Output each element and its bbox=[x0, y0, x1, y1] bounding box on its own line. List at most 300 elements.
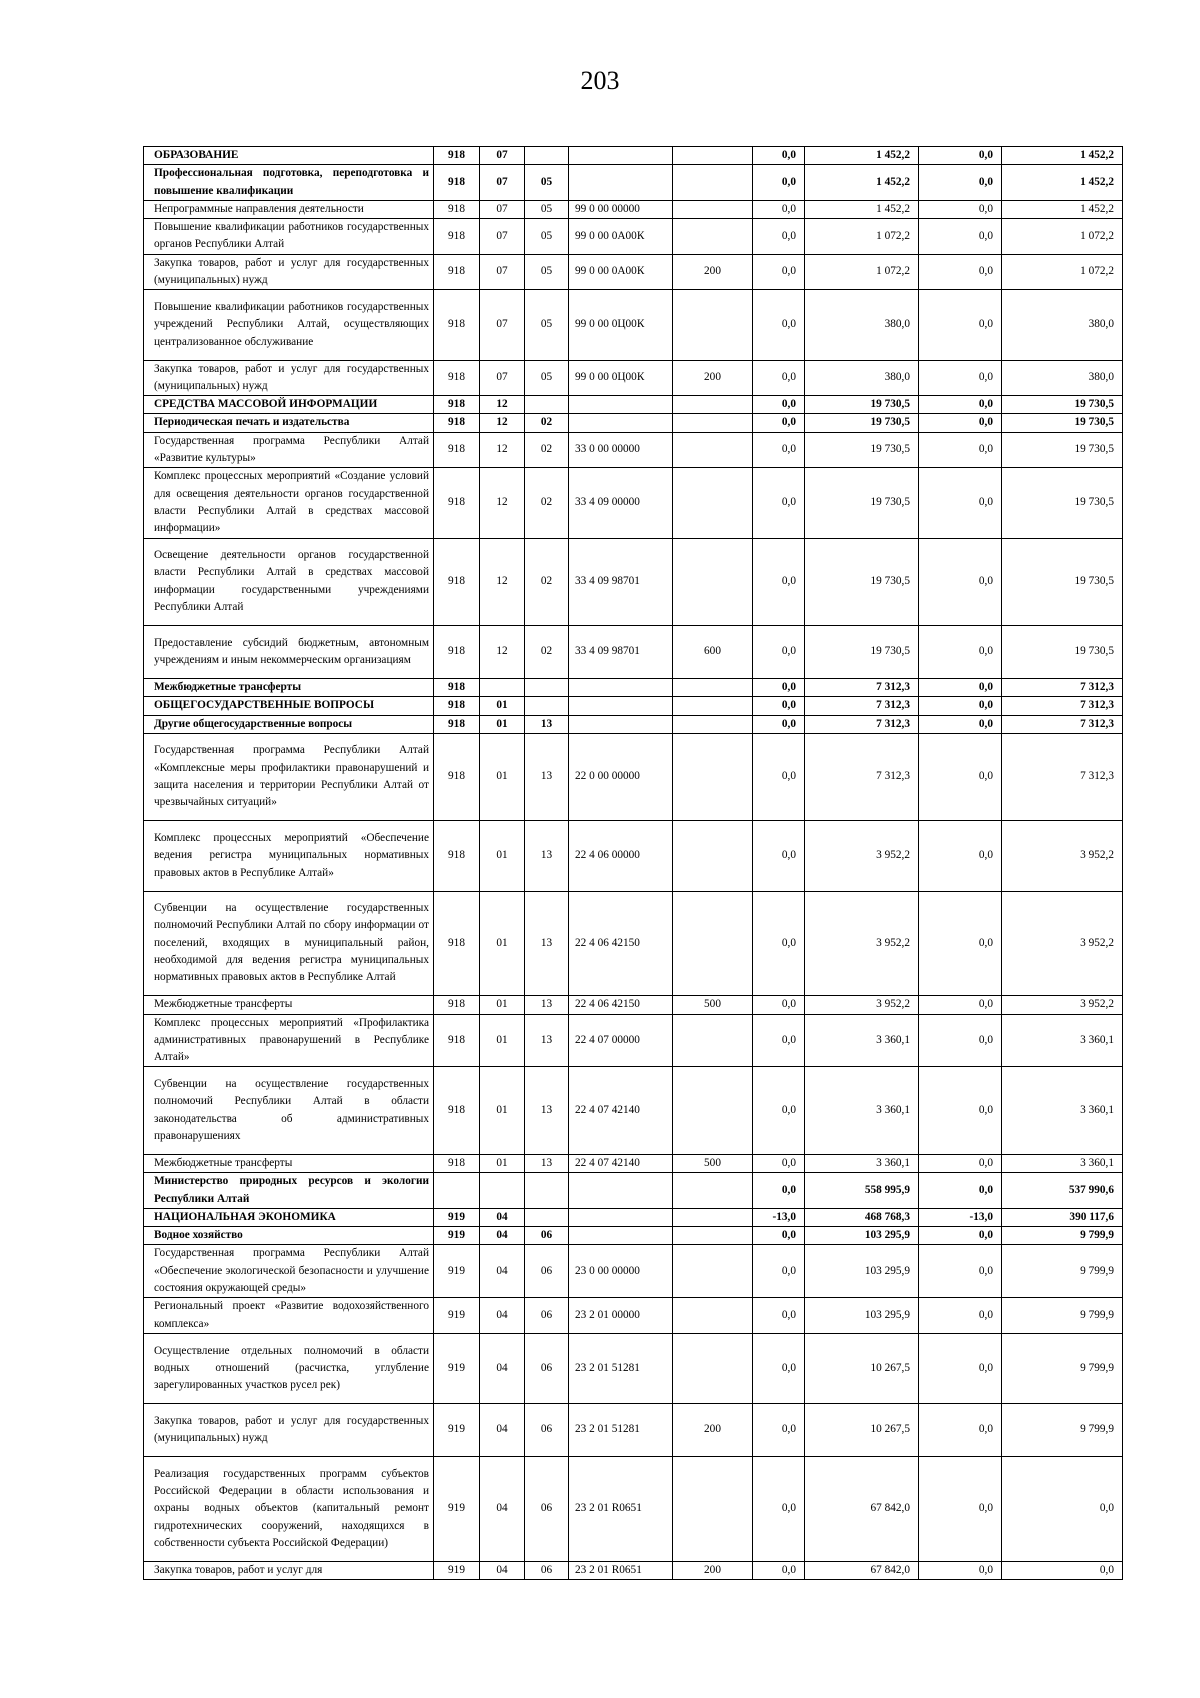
cell-admin-code bbox=[434, 1173, 480, 1209]
cell-target-article: 99 0 00 0А00К bbox=[569, 254, 673, 290]
cell-value-4: 1 452,2 bbox=[1002, 200, 1123, 218]
cell-name: Повышение квалификации работников государственных учреждений Республики Алтай, осуществляющих централизованное обслуживание bbox=[144, 290, 434, 360]
cell-section: 12 bbox=[480, 432, 525, 468]
table-row bbox=[144, 1014, 1123, 1067]
cell-value-2: 19 730,5 bbox=[805, 414, 919, 432]
cell-admin-code: 918 bbox=[434, 538, 480, 626]
cell-value-1: 0,0 bbox=[753, 468, 805, 538]
cell-subsection bbox=[525, 1208, 569, 1226]
cell-value-1: 0,0 bbox=[753, 715, 805, 733]
cell-value-2: 3 952,2 bbox=[805, 996, 919, 1014]
cell-subsection: 05 bbox=[525, 360, 569, 396]
cell-section: 04 bbox=[480, 1298, 525, 1334]
cell-value-3: 0,0 bbox=[919, 678, 1002, 696]
cell-target-article: 33 4 09 98701 bbox=[569, 626, 673, 679]
table-row bbox=[144, 396, 1123, 414]
cell-admin-code: 918 bbox=[434, 996, 480, 1014]
cell-value-2: 3 360,1 bbox=[805, 1154, 919, 1172]
cell-value-2: 19 730,5 bbox=[805, 432, 919, 468]
cell-name: Закупка товаров, работ и услуг для государственных (муниципальных) нужд bbox=[144, 1404, 434, 1457]
cell-section: 07 bbox=[480, 290, 525, 360]
cell-value-2: 7 312,3 bbox=[805, 678, 919, 696]
cell-target-article bbox=[569, 1208, 673, 1226]
cell-expense-type bbox=[673, 733, 753, 821]
cell-target-article: 23 0 00 00000 bbox=[569, 1245, 673, 1298]
cell-admin-code: 918 bbox=[434, 432, 480, 468]
cell-expense-type: 500 bbox=[673, 996, 753, 1014]
cell-value-2: 1 452,2 bbox=[805, 165, 919, 201]
cell-value-2: 19 730,5 bbox=[805, 538, 919, 626]
cell-value-4: 380,0 bbox=[1002, 360, 1123, 396]
cell-expense-type bbox=[673, 715, 753, 733]
cell-name: Государственная программа Республики Алтай «Развитие культуры» bbox=[144, 432, 434, 468]
cell-subsection: 13 bbox=[525, 1154, 569, 1172]
cell-admin-code: 918 bbox=[434, 290, 480, 360]
cell-value-2: 1 072,2 bbox=[805, 219, 919, 255]
cell-section: 01 bbox=[480, 1067, 525, 1155]
cell-value-4: 9 799,9 bbox=[1002, 1404, 1123, 1457]
cell-subsection: 13 bbox=[525, 733, 569, 821]
cell-admin-code: 918 bbox=[434, 360, 480, 396]
cell-expense-type bbox=[673, 821, 753, 891]
cell-value-1: 0,0 bbox=[753, 538, 805, 626]
cell-value-3: 0,0 bbox=[919, 1227, 1002, 1245]
cell-value-1: 0,0 bbox=[753, 821, 805, 891]
cell-value-4: 1 452,2 bbox=[1002, 147, 1123, 165]
cell-value-1: 0,0 bbox=[753, 678, 805, 696]
cell-value-1: 0,0 bbox=[753, 200, 805, 218]
cell-value-3: 0,0 bbox=[919, 733, 1002, 821]
cell-value-2: 19 730,5 bbox=[805, 468, 919, 538]
cell-name: ОБРАЗОВАНИЕ bbox=[144, 147, 434, 165]
cell-value-4: 0,0 bbox=[1002, 1561, 1123, 1579]
cell-value-2: 67 842,0 bbox=[805, 1457, 919, 1562]
cell-target-article: 23 2 01 51281 bbox=[569, 1404, 673, 1457]
cell-target-article: 22 4 06 00000 bbox=[569, 821, 673, 891]
cell-expense-type: 200 bbox=[673, 1404, 753, 1457]
cell-value-4: 19 730,5 bbox=[1002, 538, 1123, 626]
cell-subsection: 06 bbox=[525, 1298, 569, 1334]
cell-section: 07 bbox=[480, 147, 525, 165]
cell-value-3: 0,0 bbox=[919, 1173, 1002, 1209]
cell-target-article: 23 2 01 51281 bbox=[569, 1333, 673, 1403]
cell-value-2: 7 312,3 bbox=[805, 697, 919, 715]
cell-section: 01 bbox=[480, 996, 525, 1014]
cell-value-1: 0,0 bbox=[753, 1298, 805, 1334]
cell-name: Комплекс процессных мероприятий «Профилактика административных правонарушений в Республике Алтай» bbox=[144, 1014, 434, 1067]
cell-value-3: 0,0 bbox=[919, 1457, 1002, 1562]
cell-value-3: 0,0 bbox=[919, 1067, 1002, 1155]
cell-value-4: 9 799,9 bbox=[1002, 1333, 1123, 1403]
cell-name: Профессиональная подготовка, переподготовка и повышение квалификации bbox=[144, 165, 434, 201]
table-row bbox=[144, 538, 1123, 626]
cell-value-2: 380,0 bbox=[805, 290, 919, 360]
cell-value-2: 1 452,2 bbox=[805, 147, 919, 165]
cell-target-article bbox=[569, 678, 673, 696]
cell-value-2: 3 952,2 bbox=[805, 821, 919, 891]
cell-value-3: 0,0 bbox=[919, 414, 1002, 432]
cell-expense-type bbox=[673, 147, 753, 165]
cell-expense-type bbox=[673, 538, 753, 626]
cell-admin-code: 918 bbox=[434, 1014, 480, 1067]
cell-name: НАЦИОНАЛЬНАЯ ЭКОНОМИКА bbox=[144, 1208, 434, 1226]
cell-value-2: 67 842,0 bbox=[805, 1561, 919, 1579]
cell-value-3: 0,0 bbox=[919, 1404, 1002, 1457]
cell-section: 12 bbox=[480, 626, 525, 679]
table-row bbox=[144, 290, 1123, 360]
table-row bbox=[144, 468, 1123, 538]
table-row bbox=[144, 678, 1123, 696]
cell-admin-code: 918 bbox=[434, 626, 480, 679]
cell-name: Комплекс процессных мероприятий «Обеспечение ведения регистра муниципальных нормативных правовых актов в Республике Алтай» bbox=[144, 821, 434, 891]
cell-section: 01 bbox=[480, 733, 525, 821]
table-row bbox=[144, 147, 1123, 165]
cell-expense-type bbox=[673, 1333, 753, 1403]
cell-subsection bbox=[525, 396, 569, 414]
cell-target-article: 23 2 01 00000 bbox=[569, 1298, 673, 1334]
cell-value-2: 380,0 bbox=[805, 360, 919, 396]
cell-value-3: 0,0 bbox=[919, 290, 1002, 360]
cell-name: Повышение квалификации работников государственных органов Республики Алтай bbox=[144, 219, 434, 255]
cell-value-3: 0,0 bbox=[919, 468, 1002, 538]
cell-name: Межбюджетные трансферты bbox=[144, 1154, 434, 1172]
table-row bbox=[144, 414, 1123, 432]
cell-target-article bbox=[569, 715, 673, 733]
cell-value-3: 0,0 bbox=[919, 891, 1002, 996]
cell-target-article: 99 0 00 0А00К bbox=[569, 219, 673, 255]
cell-admin-code: 919 bbox=[434, 1208, 480, 1226]
cell-name: Закупка товаров, работ и услуг для государственных (муниципальных) нужд bbox=[144, 254, 434, 290]
cell-subsection: 13 bbox=[525, 996, 569, 1014]
cell-section: 12 bbox=[480, 538, 525, 626]
cell-section: 12 bbox=[480, 468, 525, 538]
cell-value-2: 1 072,2 bbox=[805, 254, 919, 290]
cell-expense-type bbox=[673, 1227, 753, 1245]
cell-value-2: 468 768,3 bbox=[805, 1208, 919, 1226]
cell-subsection: 13 bbox=[525, 715, 569, 733]
cell-target-article bbox=[569, 396, 673, 414]
cell-value-1: 0,0 bbox=[753, 996, 805, 1014]
cell-admin-code: 919 bbox=[434, 1245, 480, 1298]
cell-value-4: 1 072,2 bbox=[1002, 219, 1123, 255]
cell-value-4: 3 360,1 bbox=[1002, 1067, 1123, 1155]
cell-subsection: 06 bbox=[525, 1333, 569, 1403]
cell-value-1: 0,0 bbox=[753, 432, 805, 468]
cell-name: Периодическая печать и издательства bbox=[144, 414, 434, 432]
cell-target-article: 22 4 06 42150 bbox=[569, 996, 673, 1014]
cell-value-1: 0,0 bbox=[753, 254, 805, 290]
cell-value-1: 0,0 bbox=[753, 733, 805, 821]
cell-name: Комплекс процессных мероприятий «Создание условий для освещения деятельности органов государственной власти Республики Алтай в средствах массовой информации» bbox=[144, 468, 434, 538]
cell-subsection bbox=[525, 678, 569, 696]
cell-subsection: 02 bbox=[525, 432, 569, 468]
cell-value-4: 7 312,3 bbox=[1002, 733, 1123, 821]
cell-expense-type bbox=[673, 678, 753, 696]
cell-value-3: 0,0 bbox=[919, 996, 1002, 1014]
cell-expense-type bbox=[673, 1457, 753, 1562]
cell-value-1: 0,0 bbox=[753, 1404, 805, 1457]
cell-value-1: 0,0 bbox=[753, 147, 805, 165]
cell-expense-type: 500 bbox=[673, 1154, 753, 1172]
cell-value-4: 3 952,2 bbox=[1002, 821, 1123, 891]
cell-value-3: 0,0 bbox=[919, 715, 1002, 733]
cell-admin-code: 919 bbox=[434, 1457, 480, 1562]
cell-target-article: 99 0 00 0Ц00К bbox=[569, 290, 673, 360]
cell-name: Предоставление субсидий бюджетным, автономным учреждениям и иным некоммерческим организациям bbox=[144, 626, 434, 679]
cell-subsection: 06 bbox=[525, 1457, 569, 1562]
cell-section bbox=[480, 1173, 525, 1209]
cell-name: Осуществление отдельных полномочий в области водных отношений (расчистка, углубление зарегулированных участков русел рек) bbox=[144, 1333, 434, 1403]
cell-target-article bbox=[569, 165, 673, 201]
cell-value-3: 0,0 bbox=[919, 1333, 1002, 1403]
cell-value-3: 0,0 bbox=[919, 1298, 1002, 1334]
cell-name: Закупка товаров, работ и услуг для bbox=[144, 1561, 434, 1579]
cell-subsection: 06 bbox=[525, 1227, 569, 1245]
cell-value-3: 0,0 bbox=[919, 396, 1002, 414]
cell-admin-code: 919 bbox=[434, 1227, 480, 1245]
cell-expense-type: 200 bbox=[673, 1561, 753, 1579]
cell-admin-code: 918 bbox=[434, 733, 480, 821]
cell-value-4: 1 452,2 bbox=[1002, 165, 1123, 201]
cell-value-1: 0,0 bbox=[753, 396, 805, 414]
cell-name: Министерство природных ресурсов и экологии Республики Алтай bbox=[144, 1173, 434, 1209]
cell-value-1: 0,0 bbox=[753, 360, 805, 396]
cell-value-1: 0,0 bbox=[753, 1154, 805, 1172]
cell-target-article: 99 0 00 0Ц00К bbox=[569, 360, 673, 396]
cell-subsection bbox=[525, 1173, 569, 1209]
cell-target-article: 22 4 07 00000 bbox=[569, 1014, 673, 1067]
cell-subsection: 05 bbox=[525, 254, 569, 290]
cell-expense-type bbox=[673, 697, 753, 715]
cell-value-3: 0,0 bbox=[919, 1245, 1002, 1298]
cell-name: Реализация государственных программ субъектов Российской Федерации в области использования и охраны водных объектов (капитальный ремонт гидротехнических сооружений, находящихся в собственности субъекта Российской Федерации) bbox=[144, 1457, 434, 1562]
cell-value-4: 9 799,9 bbox=[1002, 1298, 1123, 1334]
cell-value-4: 3 360,1 bbox=[1002, 1154, 1123, 1172]
cell-value-1: 0,0 bbox=[753, 1245, 805, 1298]
cell-value-2: 103 295,9 bbox=[805, 1298, 919, 1334]
cell-value-2: 558 995,9 bbox=[805, 1173, 919, 1209]
cell-admin-code: 918 bbox=[434, 891, 480, 996]
cell-value-1: 0,0 bbox=[753, 414, 805, 432]
cell-value-3: 0,0 bbox=[919, 147, 1002, 165]
cell-section: 01 bbox=[480, 1014, 525, 1067]
table-row bbox=[144, 165, 1123, 201]
cell-subsection: 13 bbox=[525, 891, 569, 996]
cell-section: 07 bbox=[480, 165, 525, 201]
cell-value-2: 7 312,3 bbox=[805, 715, 919, 733]
cell-name: Водное хозяйство bbox=[144, 1227, 434, 1245]
cell-target-article: 22 4 07 42140 bbox=[569, 1154, 673, 1172]
cell-admin-code: 918 bbox=[434, 715, 480, 733]
cell-name: Межбюджетные трансферты bbox=[144, 678, 434, 696]
cell-value-1: 0,0 bbox=[753, 1561, 805, 1579]
table-row bbox=[144, 1208, 1123, 1226]
cell-value-4: 3 952,2 bbox=[1002, 891, 1123, 996]
cell-value-4: 7 312,3 bbox=[1002, 715, 1123, 733]
cell-admin-code: 918 bbox=[434, 147, 480, 165]
cell-value-1: 0,0 bbox=[753, 1333, 805, 1403]
cell-admin-code: 918 bbox=[434, 165, 480, 201]
table-row bbox=[144, 254, 1123, 290]
cell-value-4: 1 072,2 bbox=[1002, 254, 1123, 290]
cell-section: 04 bbox=[480, 1245, 525, 1298]
cell-value-4: 9 799,9 bbox=[1002, 1227, 1123, 1245]
cell-name: Непрограммные направления деятельности bbox=[144, 200, 434, 218]
budget-table-body bbox=[144, 147, 1123, 1580]
cell-expense-type bbox=[673, 891, 753, 996]
cell-expense-type bbox=[673, 200, 753, 218]
cell-section: 07 bbox=[480, 254, 525, 290]
table-row bbox=[144, 200, 1123, 218]
cell-expense-type bbox=[673, 1067, 753, 1155]
cell-target-article bbox=[569, 697, 673, 715]
cell-section: 04 bbox=[480, 1561, 525, 1579]
table-row bbox=[144, 1561, 1123, 1579]
table-row bbox=[144, 1227, 1123, 1245]
cell-section: 04 bbox=[480, 1457, 525, 1562]
cell-value-4: 380,0 bbox=[1002, 290, 1123, 360]
cell-expense-type bbox=[673, 165, 753, 201]
cell-value-4: 537 990,6 bbox=[1002, 1173, 1123, 1209]
cell-value-2: 19 730,5 bbox=[805, 626, 919, 679]
cell-value-2: 103 295,9 bbox=[805, 1227, 919, 1245]
cell-value-2: 3 360,1 bbox=[805, 1014, 919, 1067]
table-row bbox=[144, 891, 1123, 996]
cell-value-3: 0,0 bbox=[919, 360, 1002, 396]
cell-target-article bbox=[569, 414, 673, 432]
cell-section bbox=[480, 678, 525, 696]
cell-value-3: 0,0 bbox=[919, 219, 1002, 255]
cell-subsection: 05 bbox=[525, 219, 569, 255]
cell-expense-type bbox=[673, 290, 753, 360]
cell-value-4: 0,0 bbox=[1002, 1457, 1123, 1562]
cell-value-3: 0,0 bbox=[919, 821, 1002, 891]
cell-target-article: 23 2 01 R0651 bbox=[569, 1561, 673, 1579]
cell-admin-code: 918 bbox=[434, 414, 480, 432]
cell-value-4: 7 312,3 bbox=[1002, 678, 1123, 696]
cell-section: 01 bbox=[480, 697, 525, 715]
cell-name: Субвенции на осуществление государственных полномочий Республики Алтай в области законодательства об административных правонарушениях bbox=[144, 1067, 434, 1155]
cell-subsection bbox=[525, 147, 569, 165]
cell-value-2: 10 267,5 bbox=[805, 1404, 919, 1457]
cell-section: 04 bbox=[480, 1404, 525, 1457]
cell-target-article bbox=[569, 1173, 673, 1209]
cell-value-2: 7 312,3 bbox=[805, 733, 919, 821]
cell-value-4: 19 730,5 bbox=[1002, 414, 1123, 432]
table-row bbox=[144, 360, 1123, 396]
table-row bbox=[144, 432, 1123, 468]
cell-value-2: 103 295,9 bbox=[805, 1245, 919, 1298]
cell-target-article: 99 0 00 00000 bbox=[569, 200, 673, 218]
cell-subsection: 05 bbox=[525, 200, 569, 218]
cell-value-3: 0,0 bbox=[919, 697, 1002, 715]
cell-name: Субвенции на осуществление государственных полномочий Республики Алтай по сбору информации от поселений, входящих в муниципальный район, необходимой для ведения регистра муниципальных нормативных правовых актов в Республике Алтай bbox=[144, 891, 434, 996]
cell-admin-code: 918 bbox=[434, 678, 480, 696]
cell-value-3: 0,0 bbox=[919, 1014, 1002, 1067]
cell-subsection: 02 bbox=[525, 626, 569, 679]
cell-value-1: -13,0 bbox=[753, 1208, 805, 1226]
cell-target-article: 33 0 00 00000 bbox=[569, 432, 673, 468]
cell-value-3: 0,0 bbox=[919, 200, 1002, 218]
table-row bbox=[144, 1154, 1123, 1172]
cell-value-4: 19 730,5 bbox=[1002, 432, 1123, 468]
cell-subsection: 06 bbox=[525, 1404, 569, 1457]
cell-subsection: 13 bbox=[525, 1067, 569, 1155]
cell-subsection bbox=[525, 697, 569, 715]
cell-name: Освещение деятельности органов государственной власти Республики Алтай в средствах массовой информации государственными учреждениями Республики Алтай bbox=[144, 538, 434, 626]
cell-value-1: 0,0 bbox=[753, 165, 805, 201]
cell-subsection: 02 bbox=[525, 468, 569, 538]
cell-expense-type bbox=[673, 1173, 753, 1209]
cell-expense-type: 200 bbox=[673, 254, 753, 290]
cell-value-2: 10 267,5 bbox=[805, 1333, 919, 1403]
cell-value-1: 0,0 bbox=[753, 290, 805, 360]
table-row bbox=[144, 996, 1123, 1014]
cell-value-1: 0,0 bbox=[753, 1457, 805, 1562]
cell-value-3: 0,0 bbox=[919, 165, 1002, 201]
table-row bbox=[144, 1298, 1123, 1334]
page-number: 203 bbox=[580, 66, 620, 95]
cell-expense-type bbox=[673, 1298, 753, 1334]
cell-value-1: 0,0 bbox=[753, 1173, 805, 1209]
table-row bbox=[144, 1245, 1123, 1298]
cell-subsection: 13 bbox=[525, 821, 569, 891]
table-row bbox=[144, 715, 1123, 733]
cell-value-3: 0,0 bbox=[919, 626, 1002, 679]
cell-admin-code: 918 bbox=[434, 396, 480, 414]
cell-value-4: 3 952,2 bbox=[1002, 996, 1123, 1014]
cell-target-article bbox=[569, 1227, 673, 1245]
cell-value-2: 3 360,1 bbox=[805, 1067, 919, 1155]
cell-value-2: 19 730,5 bbox=[805, 396, 919, 414]
cell-target-article bbox=[569, 147, 673, 165]
cell-value-1: 0,0 bbox=[753, 1227, 805, 1245]
cell-value-4: 3 360,1 bbox=[1002, 1014, 1123, 1067]
cell-admin-code: 919 bbox=[434, 1298, 480, 1334]
cell-value-3: 0,0 bbox=[919, 432, 1002, 468]
cell-value-1: 0,0 bbox=[753, 1067, 805, 1155]
cell-target-article: 22 0 00 00000 bbox=[569, 733, 673, 821]
cell-section: 04 bbox=[480, 1208, 525, 1226]
cell-target-article: 22 4 06 42150 bbox=[569, 891, 673, 996]
cell-value-2: 3 952,2 bbox=[805, 891, 919, 996]
cell-target-article: 23 2 01 R0651 bbox=[569, 1457, 673, 1562]
cell-name: СРЕДСТВА МАССОВОЙ ИНФОРМАЦИИ bbox=[144, 396, 434, 414]
cell-value-4: 19 730,5 bbox=[1002, 626, 1123, 679]
table-row bbox=[144, 1404, 1123, 1457]
cell-value-3: 0,0 bbox=[919, 1561, 1002, 1579]
cell-subsection: 02 bbox=[525, 538, 569, 626]
cell-name: Региональный проект «Развитие водохозяйственного комплекса» bbox=[144, 1298, 434, 1334]
cell-value-3: 0,0 bbox=[919, 254, 1002, 290]
cell-admin-code: 918 bbox=[434, 468, 480, 538]
cell-section: 01 bbox=[480, 891, 525, 996]
cell-value-4: 390 117,6 bbox=[1002, 1208, 1123, 1226]
cell-subsection: 06 bbox=[525, 1561, 569, 1579]
cell-value-4: 19 730,5 bbox=[1002, 468, 1123, 538]
cell-name: Другие общегосударственные вопросы bbox=[144, 715, 434, 733]
cell-admin-code: 918 bbox=[434, 821, 480, 891]
cell-expense-type bbox=[673, 1208, 753, 1226]
table-row bbox=[144, 219, 1123, 255]
cell-subsection: 02 bbox=[525, 414, 569, 432]
cell-section: 07 bbox=[480, 219, 525, 255]
cell-section: 01 bbox=[480, 821, 525, 891]
table-row bbox=[144, 1333, 1123, 1403]
cell-subsection: 05 bbox=[525, 165, 569, 201]
cell-name: Государственная программа Республики Алтай «Комплексные меры профилактики правонарушений и защита населения и территории Республики Алтай от чрезвычайных ситуаций» bbox=[144, 733, 434, 821]
table-row bbox=[144, 821, 1123, 891]
